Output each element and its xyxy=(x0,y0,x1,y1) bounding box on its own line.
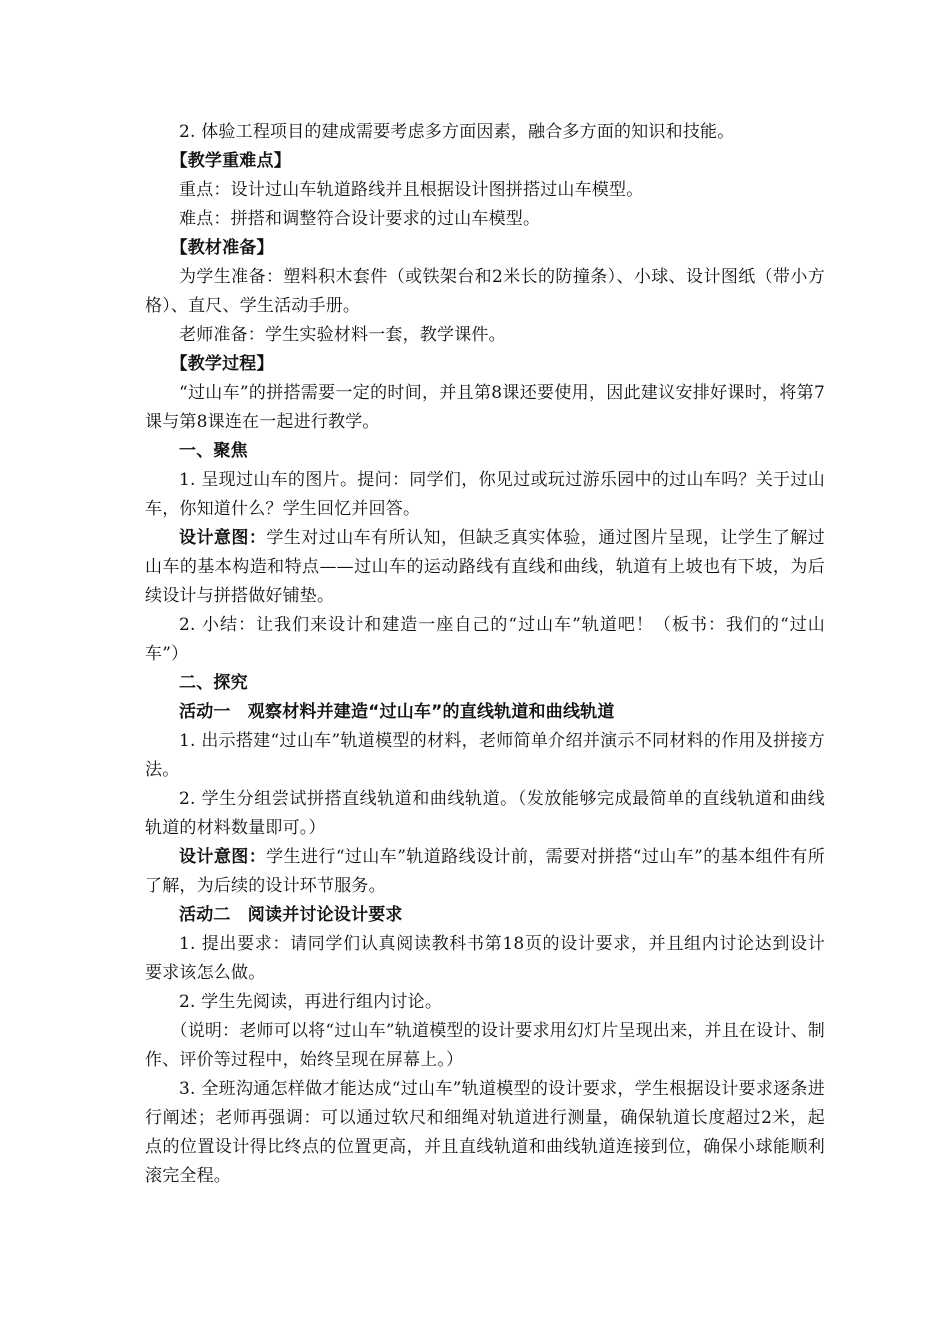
process-intro: “过山车”的拼搭需要一定的时间，并且第8课还要使用，因此建议安排好课时，将第7课与第8课连在一起进行教学。 xyxy=(145,383,825,432)
design-intent-label: 设计意图： xyxy=(179,847,267,867)
student-materials: 为学生准备：塑料积木套件（或铁架台和2米长的防撞条）、小球、设计图纸（带小方格）、直尺、学生活动手册。 xyxy=(145,267,825,316)
activity-2-step-1: 1. 提出要求：请同学们认真阅读教科书第18页的设计要求，并且组内讨论达到设计要求该怎么做。 xyxy=(145,934,825,983)
difficult-point: 难点：拼搭和调整符合设计要求的过山车模型。 xyxy=(179,209,541,229)
design-intent-text: 学生进行“过山车”轨道路线设计前，需要对拼搭“过山车”的基本组件有所了解，为后续的设计环节服务。 xyxy=(145,847,826,896)
teacher-materials: 老师准备：学生实验材料一套，教学课件。 xyxy=(179,325,506,345)
activity-2-heading: 活动二 阅读并讨论设计要求 xyxy=(179,905,403,925)
design-intent-label: 设计意图： xyxy=(179,528,267,548)
section-key-points-heading: 【教学重难点】 xyxy=(170,151,291,171)
section-process-heading: 【教学过程】 xyxy=(170,354,274,374)
part-explore-heading: 二、探究 xyxy=(179,673,248,693)
focus-step-2: 2. 小结：让我们来设计和建造一座自己的“过山车”轨道吧！（板书：我们的“过山车”） xyxy=(145,615,825,664)
activity-1-heading: 活动一 观察材料并建造“过山车”的直线轨道和曲线轨道 xyxy=(179,702,615,722)
objective-2: 2. 体验工程项目的建成需要考虑多方面因素，融合多方面的知识和技能。 xyxy=(179,122,735,142)
key-point: 重点：设计过山车轨道路线并且根据设计图拼搭过山车模型。 xyxy=(179,180,644,200)
design-intent-text: 学生对过山车有所认知，但缺乏真实体验，通过图片呈现，让学生了解过山车的基本构造和特点——过山车的运动路线有直线和曲线，轨道有上坡也有下坡，为后续设计与拼搭做好铺垫。 xyxy=(145,528,826,606)
activity-2-step-2: 2. 学生先阅读，再进行组内讨论。 xyxy=(179,992,443,1012)
design-intent-2 xyxy=(145,843,825,901)
document-page xyxy=(145,118,825,1191)
design-intent-1 xyxy=(145,524,825,611)
section-materials-heading: 【教材准备】 xyxy=(170,238,274,258)
focus-step-1: 1. 呈现过山车的图片。提问：同学们，你见过或玩过游乐园中的过山车吗？关于过山车，你知道什么？学生回忆并回答。 xyxy=(145,470,825,519)
part-focus-heading: 一、聚焦 xyxy=(179,441,248,461)
activity-2-step-3: 3. 全班沟通怎样做才能达成“过山车”轨道模型的设计要求，学生根据设计要求逐条进行阐述；老师再强调：可以通过软尺和细绳对轨道进行测量，确保轨道长度超过2米，起点的位置设计得比终点的位置更高，并且直线轨道和曲线轨道连接到位，确保小球能顺利滚完全程。 xyxy=(145,1079,825,1186)
activity-1-step-1: 1. 出示搭建“过山车”轨道模型的材料，老师简单介绍并演示不同材料的作用及拼接方法。 xyxy=(145,731,825,780)
activity-2-note: （说明：老师可以将“过山车”轨道模型的设计要求用幻灯片呈现出来，并且在设计、制作、评价等过程中，始终呈现在屏幕上。） xyxy=(145,1021,825,1070)
activity-1-step-2: 2. 学生分组尝试拼搭直线轨道和曲线轨道。（发放能够完成最简单的直线轨道和曲线轨道的材料数量即可。） xyxy=(145,789,825,838)
